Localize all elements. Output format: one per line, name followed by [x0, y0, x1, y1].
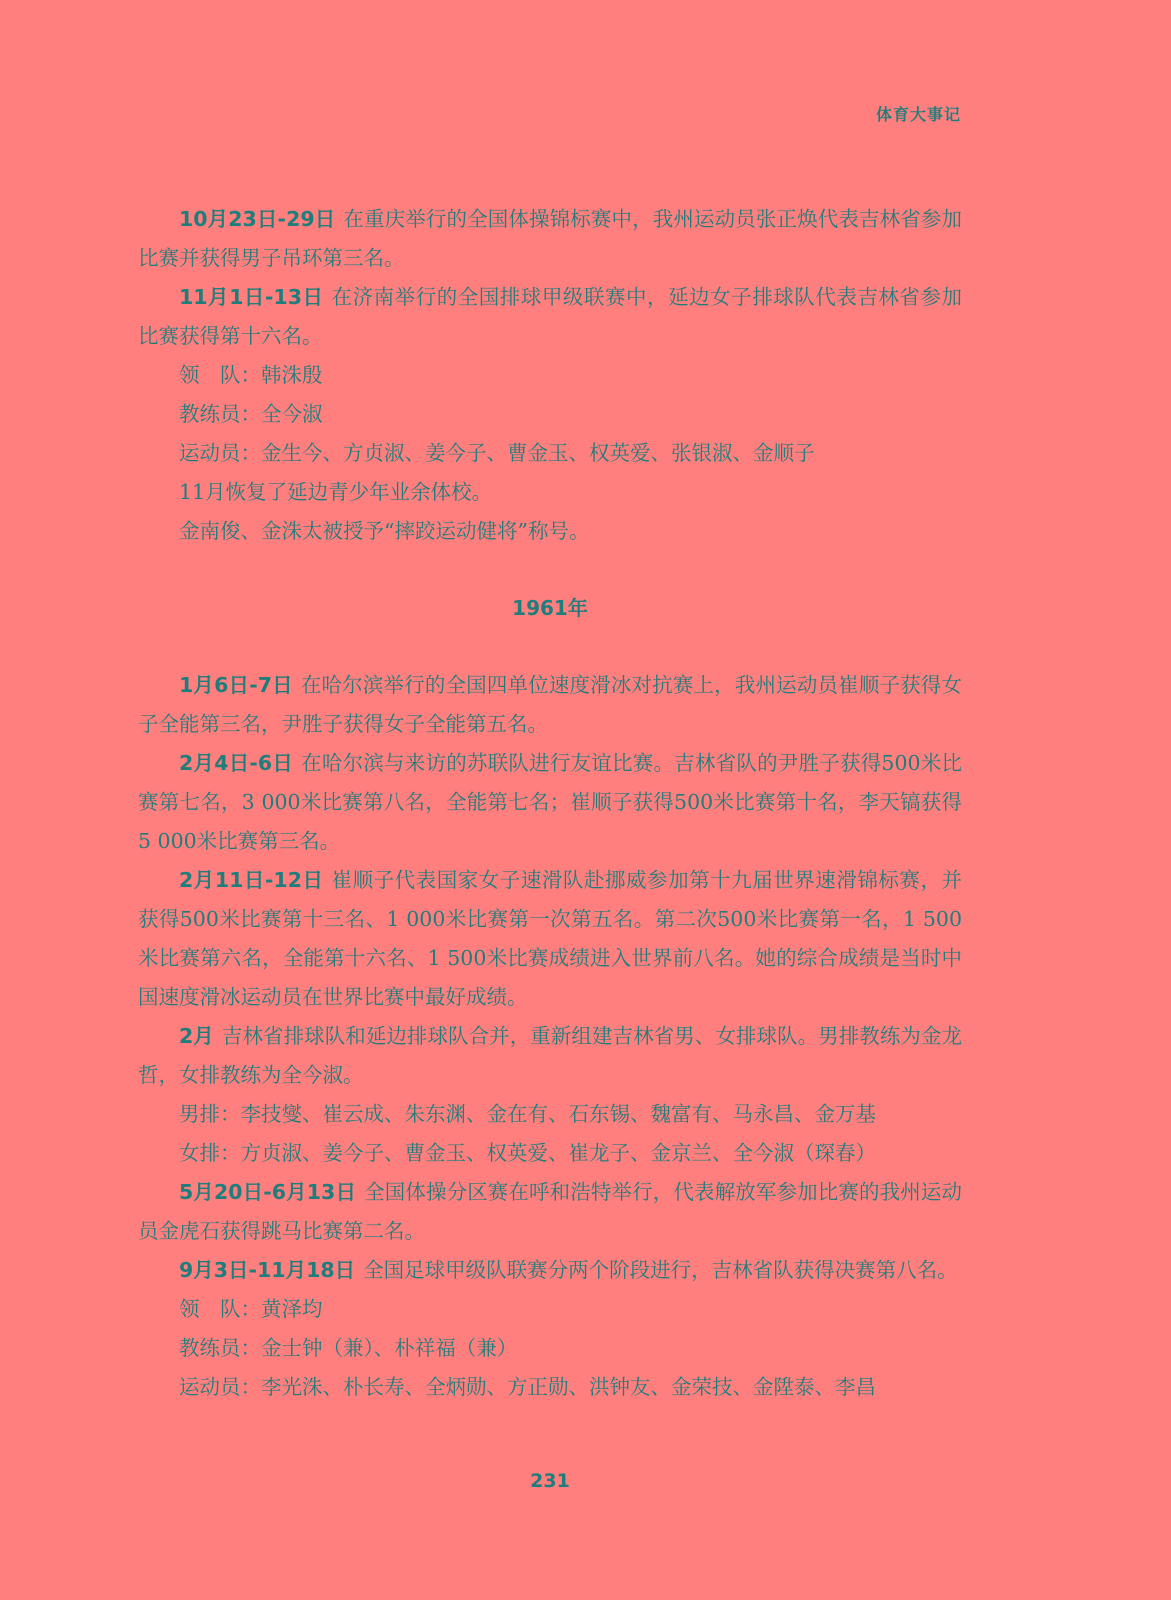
- paragraph-text: 在哈尔滨与来访的苏联队进行友谊比赛。吉林省队的尹胜子获得500米比赛第七名，3 000米比赛第八名，全能第七名；崔顺子获得500米比赛第十名，李天镐获得5 000米比赛第三名。: [138, 751, 962, 853]
- paragraph-text: 运动员：李光洙、朴长寿、全炳勋、方正勋、洪钟友、金荣技、金陞泰、李昌: [179, 1375, 876, 1399]
- paragraph-text: 运动员：金生今、方贞淑、姜今子、曹金玉、权英爱、张银淑、金顺子: [179, 441, 815, 465]
- paragraph-text: 领 队：黄泽均: [179, 1297, 323, 1321]
- paragraph: [138, 1368, 962, 1407]
- paragraph-text: 全国足球甲级队联赛分两个阶段进行，吉林省队获得决赛第八名。: [363, 1258, 958, 1282]
- paragraph-text: 在重庆举行的全国体操锦标赛中，我州运动员张正焕代表吉林省参加比赛并获得男子吊环第三名。: [138, 207, 963, 270]
- date-lead: 2月: [179, 1024, 214, 1048]
- paragraph-text: 教练员：金士钟（兼）、朴祥福（兼）: [179, 1336, 518, 1360]
- paragraph: [138, 512, 962, 551]
- paragraph: [138, 861, 962, 1017]
- date-lead: 2月11日-12日: [179, 868, 324, 892]
- section-1960: [138, 200, 962, 551]
- date-lead: 2月4日-6日: [179, 751, 294, 775]
- paragraph: [138, 1173, 962, 1251]
- paragraph-text: 在哈尔滨举行的全国四单位速度滑冰对抗赛上，我州运动员崔顺子获得女子全能第三名，尹胜子获得女子全能第五名。: [138, 673, 962, 736]
- date-lead: 9月3日-11月18日: [179, 1258, 356, 1282]
- paragraph-text: 女排：方贞淑、姜今子、曹金玉、权英爱、崔龙子、金京兰、全今淑（琛春）: [179, 1141, 876, 1165]
- date-lead: 10月23日-29日: [179, 207, 336, 231]
- paragraph: [138, 395, 962, 434]
- paragraph: [138, 1251, 962, 1290]
- paragraph-text: 11月恢复了延边青少年业余体校。: [179, 480, 493, 504]
- date-lead: 1月6日-7日: [179, 673, 293, 697]
- date-lead: 5月20日-6月13日: [179, 1180, 357, 1204]
- paragraph: [138, 356, 962, 395]
- paragraph: [138, 666, 962, 744]
- paragraph-text: 男排：李技燮、崔云成、朱东渊、金在有、石东锡、魏富有、马永昌、金万基: [179, 1102, 876, 1126]
- paragraph-text: 领 队：韩洙殷: [179, 363, 323, 387]
- paragraph-text: 吉林省排球队和延边排球队合并，重新组建吉林省男、女排球队。男排教练为金龙哲，女排教练为全今淑。: [138, 1024, 963, 1087]
- paragraph-text: 崔顺子代表国家女子速滑队赴挪威参加第十九届世界速滑锦标赛，并获得500米比赛第十三名、1 000米比赛第一次第五名。第二次500米比赛第一名，1 500米比赛第六名，全能第十六名、1 500米比赛成绩进入世界前八名。她的综合成绩是当时中国速度滑冰运动员在世界比赛中最好成绩。: [138, 868, 963, 1009]
- page-number: 231: [530, 1470, 570, 1492]
- paragraph: [138, 1290, 962, 1329]
- year-heading: 1961年: [512, 596, 588, 620]
- paragraph: [138, 1134, 962, 1173]
- paragraph: [138, 1017, 962, 1095]
- paragraph: [138, 200, 962, 278]
- paragraph-text: 在济南举行的全国排球甲级联赛中，延边女子排球队代表吉林省参加比赛获得第十六名。: [138, 285, 963, 348]
- paragraph-text: 全国体操分区赛在呼和浩特举行，代表解放军参加比赛的我州运动员金虎石获得跳马比赛第二名。: [138, 1180, 963, 1243]
- paragraph-text: 教练员：全今淑: [179, 402, 323, 426]
- running-header: 体育大事记: [875, 105, 961, 124]
- paragraph: [138, 1329, 962, 1368]
- paragraph: [138, 744, 962, 861]
- date-lead: 11月1日-13日: [179, 285, 324, 309]
- paragraph-text: 金南俊、金洙太被授予“摔跤运动健将”称号。: [179, 519, 590, 543]
- paragraph: [138, 473, 962, 512]
- section-1961: [138, 666, 962, 1407]
- paragraph: [138, 278, 962, 356]
- paragraph: [138, 1095, 962, 1134]
- paragraph: [138, 434, 962, 473]
